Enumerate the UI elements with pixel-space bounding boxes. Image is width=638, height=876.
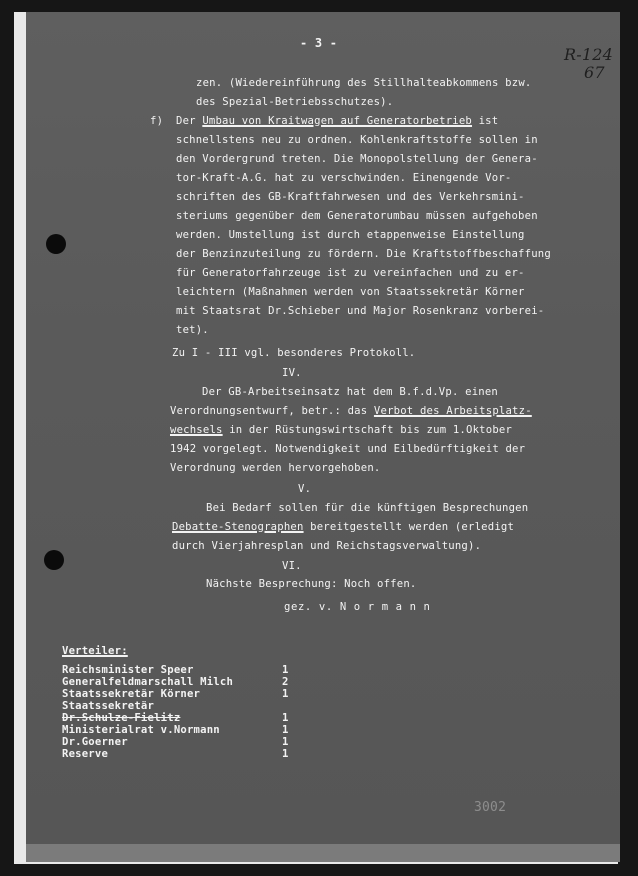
distribution-count: 1 bbox=[282, 688, 289, 700]
distribution-name: Ministerialrat v.Normann bbox=[62, 724, 220, 736]
signature: gez. v. N o r m a n n bbox=[284, 601, 431, 613]
distribution-name: Staatssekretär bbox=[62, 700, 155, 712]
distribution-name: Reserve bbox=[62, 748, 109, 760]
underlined-phrase: Umbau von Kraitwagen auf Generatorbetrieb bbox=[202, 115, 473, 127]
text-run: bereitgestellt werden (erledigt bbox=[303, 521, 515, 533]
document-page bbox=[26, 12, 620, 862]
item-f-marker: f) bbox=[150, 115, 164, 127]
body-line: steriums gegenüber dem Generatorumbau müssen aufgehoben bbox=[176, 210, 538, 222]
distribution-count: 1 bbox=[282, 736, 289, 748]
distribution-name: Reichsminister Speer bbox=[62, 664, 194, 676]
section-heading: V. bbox=[298, 483, 312, 495]
section-heading: IV. bbox=[282, 367, 302, 379]
underlined-phrase: wechsels bbox=[170, 424, 223, 436]
archive-mark-line2: 67 bbox=[584, 63, 605, 82]
item-f-line bbox=[176, 112, 498, 131]
body-line bbox=[170, 402, 532, 421]
body-line: durch Vierjahresplan und Reichstagsverwaltung). bbox=[172, 540, 482, 552]
body-line: werden. Umstellung ist durch etappenweise Einstellung bbox=[176, 229, 525, 241]
page-number: - 3 - bbox=[300, 36, 338, 50]
body-line: Bei Bedarf sollen für die künftigen Besprechungen bbox=[206, 502, 529, 514]
archive-mark-line1: R-124 bbox=[564, 45, 613, 64]
body-line: zen. (Wiedereinführung des Stillhalteabkommens bzw. bbox=[196, 77, 532, 89]
underlined-phrase: Verbot des Arbeitsplatz- bbox=[373, 405, 532, 417]
underlined-phrase: Debatte-Stenographen bbox=[172, 521, 304, 533]
text-run: Der bbox=[176, 115, 203, 127]
distribution-name: Dr.Schulze-Fielitz bbox=[62, 712, 181, 724]
distribution-title: Verteiler: bbox=[62, 645, 128, 657]
body-line: des Spezial-Betriebsschutzes). bbox=[196, 96, 394, 108]
body-line: Der GB-Arbeitseinsatz hat dem B.f.d.Vp. einen bbox=[202, 386, 499, 398]
body-line: tet). bbox=[176, 324, 209, 336]
distribution-name: Generalfeldmarschall Milch bbox=[62, 676, 234, 688]
archive-stamp: 3002 bbox=[474, 800, 507, 815]
body-line: 1942 vorgelegt. Notwendigkeit und Eilbedürftigkeit der bbox=[170, 443, 526, 455]
body-line: tor-Kraft-A.G. hat zu verschwinden. Einengende Vor- bbox=[176, 172, 512, 184]
body-line: leichtern (Maßnahmen werden von Staatssekretär Körner bbox=[176, 286, 525, 298]
archive-mark bbox=[564, 46, 613, 82]
body-line: für Generatorfahrzeuge ist zu vereinfachen und zu er- bbox=[176, 267, 525, 279]
distribution-count: 1 bbox=[282, 712, 289, 724]
text-run: Verordnungsentwurf, betr.: das bbox=[170, 405, 374, 417]
body-line: schriften des GB-Kraftfahrwesen und des Verkehrsmini- bbox=[176, 191, 525, 203]
body-line: Nächste Besprechung: Noch offen. bbox=[206, 578, 417, 590]
distribution-count: 2 bbox=[282, 676, 289, 688]
text-run: in der Rüstungswirtschaft bis zum 1.Oktober bbox=[222, 424, 513, 436]
body-line: Zu I - III vgl. besonderes Protokoll. bbox=[172, 347, 416, 359]
distribution-count: 1 bbox=[282, 724, 289, 736]
page-bottom-strip bbox=[26, 844, 620, 862]
distribution-count: 1 bbox=[282, 748, 289, 760]
distribution-name: Staatssekretär Körner bbox=[62, 688, 201, 700]
body-line: der Benzinzuteilung zu fördern. Die Kraftstoffbeschaffung bbox=[176, 248, 551, 260]
distribution-name: Dr.Goerner bbox=[62, 736, 128, 748]
body-line bbox=[170, 421, 512, 440]
punch-hole bbox=[46, 234, 66, 254]
body-line: Verordnung werden hervorgehoben. bbox=[170, 462, 381, 474]
section-heading: VI. bbox=[282, 560, 302, 572]
body-line: schnellstens neu zu ordnen. Kohlenkraftstoffe sollen in bbox=[176, 134, 538, 146]
body-line: mit Staatsrat Dr.Schieber und Major Rosenkranz vorberei- bbox=[176, 305, 545, 317]
body-line: den Vordergrund treten. Die Monopolstellung der Genera- bbox=[176, 153, 538, 165]
text-run: ist bbox=[472, 115, 499, 127]
punch-hole bbox=[44, 550, 64, 570]
body-line bbox=[172, 518, 514, 537]
distribution-count: 1 bbox=[282, 664, 289, 676]
